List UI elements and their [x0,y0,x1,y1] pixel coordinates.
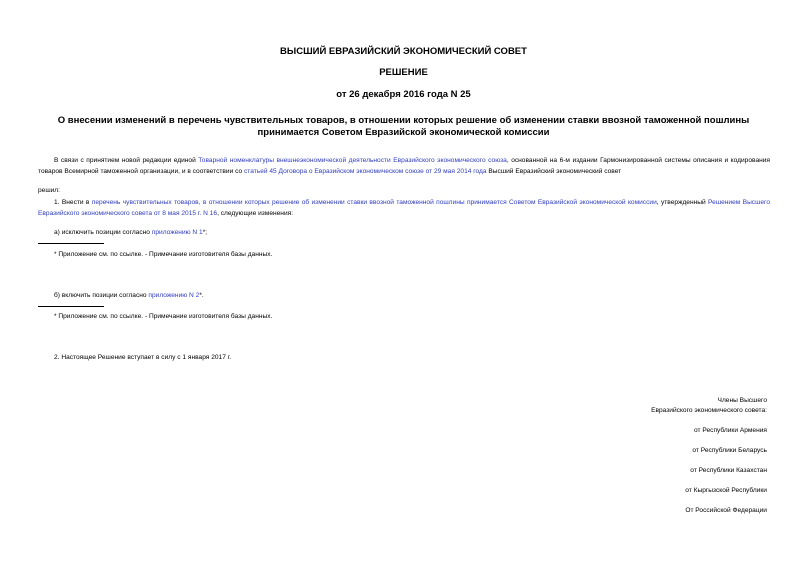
footnote-2: * Приложение см. по ссылке. - Примечание изготовителя базы данных. [54,313,273,320]
item-b-text-2: *. [199,292,204,299]
resolved-label: решил: [38,187,60,194]
preamble-paragraph [38,156,770,177]
item-1-text-2: , утвержденный [656,199,709,206]
item-a-text-2: *; [202,229,208,236]
item-1-text-1: 1. Внести в [54,199,92,206]
item-b-text-1: б) включить позиции согласно [54,292,149,299]
preamble-text-1: В связи с принятием новой редакции единой [54,157,199,164]
footnote-divider [38,243,104,244]
signature-belarus: от Республики Беларусь [692,447,767,454]
preamble-text-3: Высший Евразийский экономический совет [486,167,622,175]
link-article-45[interactable]: статьей 45 Договора о Евразийском экономическом союзе от 29 мая 2014 года [243,167,487,175]
signatures-heading-1: Члены Высшего [717,397,767,404]
document-type: РЕШЕНИЕ [379,67,428,78]
item-1-paragraph [38,198,770,219]
signatures-heading-2: Евразийского экономического совета: [651,407,767,414]
item-b-paragraph [38,291,770,302]
link-appendix-1[interactable]: приложению N 1 [151,229,203,236]
link-sensitive-goods-list[interactable]: перечень чувствительных товаров, в отношении которых решение об изменении ставки ввозной таможенной пошлины принимается Советом Евразийской экономической комиссии [91,199,657,206]
preamble-text-2: , основанной на 6-м издании Гармонизированной системы описания и кодирования товаров Всемирной таможенной организации, и в соответствии со [38,157,771,175]
footnote-divider [38,306,104,307]
signature-russia: От Российской Федерации [685,507,767,514]
item-a-text-1: а) исключить позиции согласно [54,229,152,236]
item-2-paragraph: 2. Настоящее Решение вступает в силу с 1 января 2017 г. [54,354,232,361]
footnote-1: * Приложение см. по ссылке. - Примечание изготовителя базы данных. [54,251,273,258]
link-tn-ved[interactable]: Товарной номенклатуры внешнеэкономической деятельности Евразийского экономического союза [198,157,507,164]
signature-kyrgyzstan: от Кыргызской Республики [685,487,767,494]
item-a-paragraph [38,228,770,239]
link-appendix-2[interactable]: приложению N 2 [148,292,200,299]
council-heading: ВЫСШИЙ ЕВРАЗИЙСКИЙ ЭКОНОМИЧЕСКИЙ СОВЕТ [280,46,527,57]
link-decision-16[interactable]: Решением Высшего Евразийского экономического совета от 8 мая 2015 г. N 16 [38,199,770,217]
signature-armenia: от Республики Армения [694,427,767,434]
document-title: О внесении изменений в перечень чувствительных товаров, в отношении которых решение об изменении ставки ввозной таможенной пошлины принимается Советом Евразийской экономической комиссии [57,115,750,138]
signature-kazakhstan: от Республики Казахстан [690,467,767,474]
document-date: от 26 декабря 2016 года N 25 [336,89,471,100]
item-1-text-3: , следующие изменения: [217,209,294,217]
